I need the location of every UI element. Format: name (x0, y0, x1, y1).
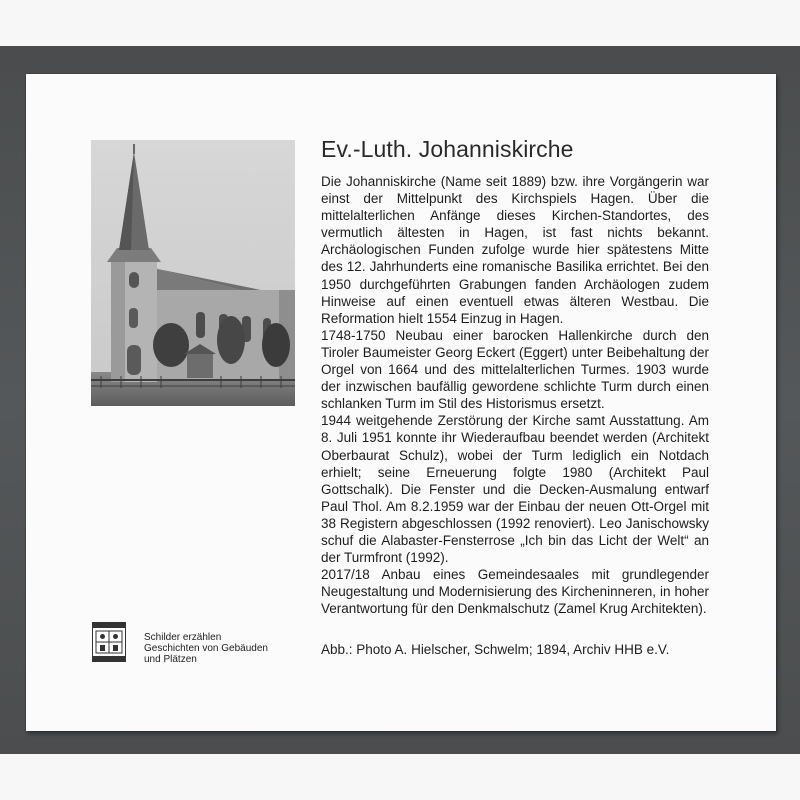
photo-caption: Abb.: Photo A. Hielscher, Schwelm; 1894, Archiv HHB e.V. (321, 642, 670, 657)
series-line: Geschichten von Gebäuden (144, 642, 268, 654)
paragraph-baroque-rebuild: 1748-1750 Neubau einer barocken Hallenkirche durch den Tiroler Baumeister Georg Eckert (Eggert) unter Beibehaltung der Orgel von 1664 und des mittelalterlichen Turmes. 1903 wurde der inzwischen baufällig gewordene schlichte Turm durch einen schlanken Turm im Stil des Historismus ersetzt. (321, 327, 709, 412)
series-line: Schilder erzählen (144, 632, 222, 643)
heimatbund-logo (92, 622, 126, 662)
paragraph-postwar-reconstruction: 1944 weitgehende Zerstörung der Kirche samt Ausstattung. Am 8. Juli 1951 konnte ihr Wiederaufbau beendet werden (Architekt Oberbaurat Schulz), wobei der Turm lediglich ein Notdach erhielt; seine Erneuerung folgte 1980 (Architekt Paul Gottschalk). Die Fenster und die Decken-Ausmalung entwarf Paul Thol. Am 8.2.1959 war der Einbau der neuen Ott-Orgel mit 38 Registern abgeschlossen (1992 renoviert). Leo Janischowsky schuf die Alabaster-Fensterrose „Ich bin das Licht der Welt“ an der Turmfront (1992). (321, 413, 709, 566)
church-photo (91, 140, 295, 406)
paragraph-history-origins: Die Johanniskirche (Name seit 1889) bzw. ihre Vorgängerin war einst der Mittelpunkt des Kirchspiels Hagen. Über die mittelalterlichen Anfänge dieses Kirchen-Standortes, des vermutlich ältesten in Hagen, ist fast nichts bekannt. Archäologischen Funden zufolge wurde hier spätestens Mitte des 12. Jahrhunderts eine romanische Basilika errichtet. Bei den 1950 durchgeführten Grabungen fanden Archäologen zudem Hinweise auf einen eventuell etwas älteren Westbau. Die Reformation hielt 1554 Einzug in Hagen. (321, 174, 709, 326)
series-line: und Plätzen (144, 653, 197, 665)
paragraph-parish-hall: 2017/18 Anbau eines Gemeindesaales mit grundlegender Neugestaltung und Modernisierung des Kircheninneren, in hoher Verantwortung für den Denkmalschutz (Zamel Krug Architekten). (321, 567, 709, 617)
plaque-title: Ev.-Luth. Johanniskirche (321, 136, 574, 162)
info-plaque (26, 74, 776, 731)
plaque-body-text (321, 173, 709, 617)
series-label (144, 633, 314, 665)
